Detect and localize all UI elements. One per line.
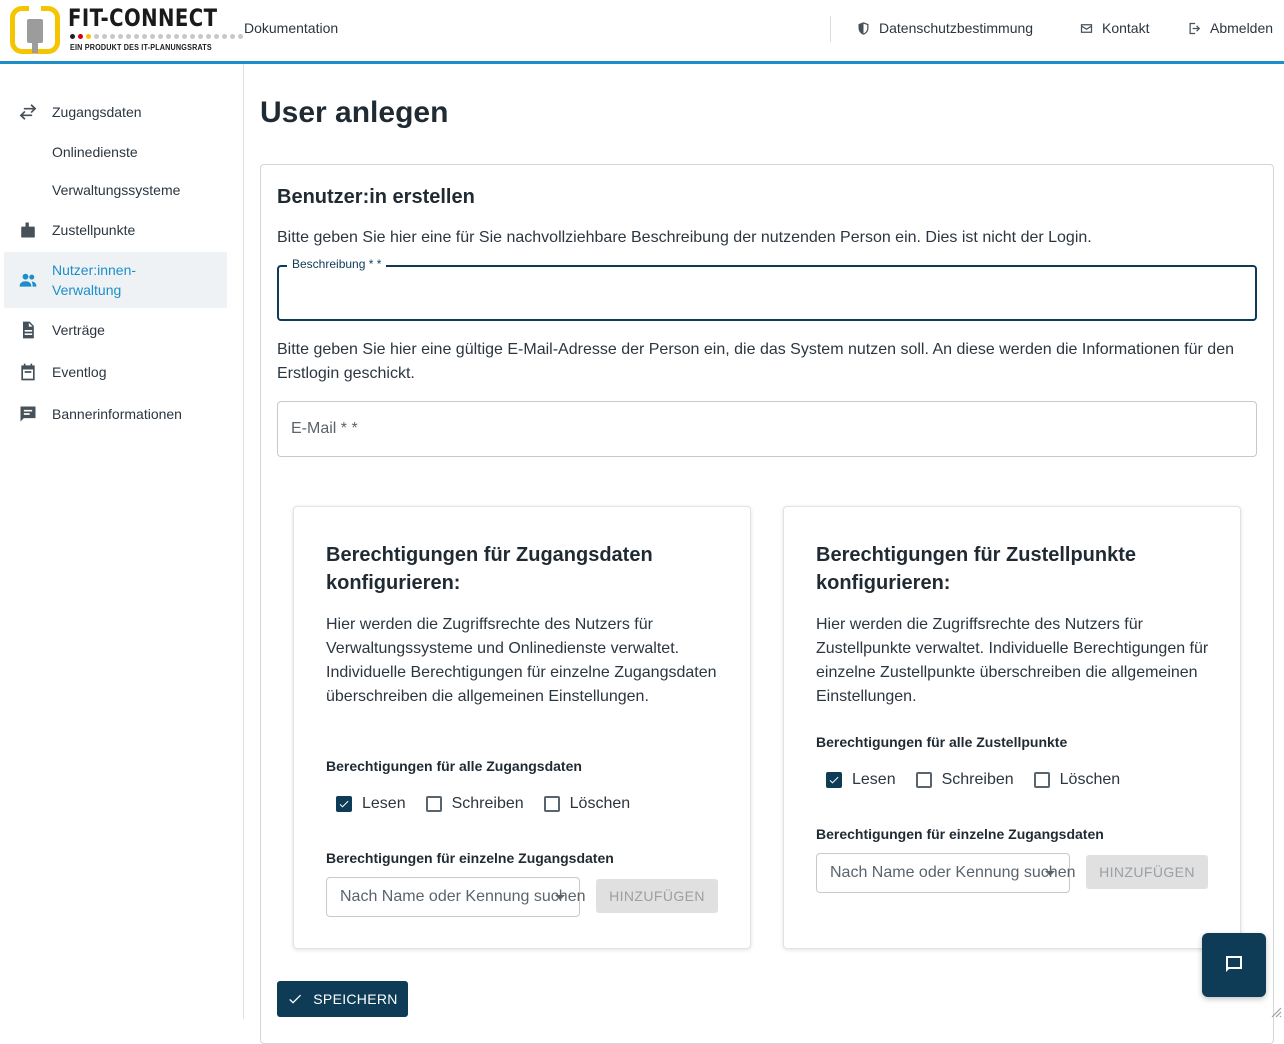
plug-logo-icon [10,6,60,54]
sidebar-item-onlinedienste[interactable] [4,140,227,164]
sidebar-item-label: Zustellpunkte [52,222,136,238]
checkbox-box[interactable] [336,796,352,812]
add-button[interactable]: HINZUFÜGEN [1086,855,1208,889]
contact-link[interactable] [1079,20,1149,36]
logo-dots [70,34,243,39]
save-button-label: SPEICHERN [313,991,398,1007]
sidebar-item-bannerinformationen[interactable] [4,402,227,426]
fit-connect-logo[interactable] [10,4,218,56]
permissions-single-label: Berechtigungen für einzelne Zugangsdaten [816,826,1104,842]
search-select[interactable] [326,877,586,917]
sidebar-item-label: Onlinedienste [52,144,138,160]
checkbox-box[interactable] [826,772,842,788]
permissions-all-label: Berechtigungen für alle Zustellpunkte [816,734,1068,750]
add-button[interactable]: HINZUFÜGEN [596,879,718,913]
permissions-zustellpunkte-text: Hier werden die Zugriffsrechte des Nutzers für Zustellpunkte verwaltet. Individuelle Berechtigungen für einzelne Zustellpunkte überschreiben die allgemeinen Einstellungen. [816,616,1209,705]
check-icon [828,774,840,786]
checkbox-label: Schreiben [451,795,524,812]
create-user-card [260,164,1274,1044]
checkbox-schreiben[interactable] [916,771,1014,789]
people-icon [4,270,52,290]
permissions-all-checks [826,771,1140,789]
document-icon [4,320,52,340]
permissions-zugangsdaten-text: Hier werden die Zugriffsrechte des Nutzers für Verwaltungssysteme und Onlinedienste verwaltet. Individuelle Berechtigungen für einzelne Zugangsdaten überschreiben die allgemeinen Einstellungen. [326,616,717,705]
email-field [277,401,1257,457]
checkbox-schreiben[interactable] [426,795,524,813]
permissions-all-label: Berechtigungen für alle Zugangsdaten [326,758,582,774]
sidebar-item-vertraege[interactable] [4,318,227,342]
check-icon [338,798,350,810]
header-divider [830,16,831,42]
card-title: Benutzer:in erstellen [277,186,475,208]
swap-arrows-icon [4,102,52,122]
permissions-single-label: Berechtigungen für einzelne Zugangsdaten [326,850,614,866]
permissions-zugangsdaten-panel [293,506,751,949]
checkbox-box[interactable] [916,772,932,788]
message-icon [4,404,52,424]
checkbox-box[interactable] [426,796,442,812]
checkbox-lesen[interactable] [826,771,896,789]
description-input[interactable] [291,281,1231,307]
permissions-zustellpunkte-panel [783,506,1241,949]
page-title: User anlegen [260,96,449,129]
logout-link-label: Abmelden [1210,20,1274,36]
checkbox-label: Löschen [569,795,631,812]
sidebar-item-label: Verwaltungssysteme [52,182,181,198]
checkbox-lesen[interactable] [336,795,406,813]
permissions-zugangsdaten-title: Berechtigungen für Zugangsdaten konfigurieren: [326,544,653,594]
email-intro: Bitte geben Sie hier eine gültige E-Mail-Adresse der Person ein, die das System nutzen soll. An diese werden die Informationen für den Erstlogin geschickt. [277,341,1234,382]
search-select-placeholder: Nach Name oder Kennung suchen [830,864,1076,881]
sidebar-item-verwaltungssysteme[interactable] [4,178,227,202]
check-icon [287,991,303,1007]
resize-handle-icon[interactable] [1268,1004,1282,1018]
email-input[interactable] [291,416,1231,442]
sidebar-item-label: Nutzer:innen-Verwaltung [52,262,137,298]
sidebar-item-label: Eventlog [52,364,107,380]
sidebar-item-nutzerverwaltung[interactable] [4,252,227,308]
sidebar-item-label: Verträge [52,322,105,338]
sidebar-item-label: Bannerinformationen [52,406,182,422]
checkbox-label: Lesen [362,795,406,812]
search-select-placeholder: Nach Name oder Kennung suchen [340,888,586,905]
logout-icon [1187,21,1202,36]
checkbox-label: Lesen [852,771,896,788]
checkbox-loeschen[interactable] [544,795,631,813]
sidebar [0,64,244,1019]
sidebar-item-zustellpunkte[interactable] [4,218,227,242]
chat-button[interactable] [1202,933,1266,997]
sidebar-item-eventlog[interactable] [4,360,227,384]
logout-link[interactable] [1187,20,1273,36]
calendar-icon [4,362,52,382]
permissions-zustellpunkte-title: Berechtigungen für Zustellpunkte konfigurieren: [816,544,1137,594]
save-button[interactable] [277,981,408,1017]
description-field [277,257,1257,321]
logo-wordmark: FIT-CONNECT [68,4,218,32]
description-field-label: Beschreibung * * [287,257,386,271]
permissions-all-checks [336,795,650,813]
mailbox-icon [4,220,52,240]
chevron-down-icon [1045,871,1055,876]
description-intro: Bitte geben Sie hier eine für Sie nachvollziehbare Beschreibung der nutzenden Person ein. Dies ist nicht der Login. [277,229,1092,246]
chevron-down-icon [555,895,565,900]
logo-subtitle: EIN PRODUKT DES IT-PLANUNGSRATS [70,43,212,52]
shield-icon [856,21,871,36]
search-select[interactable] [816,853,1076,893]
checkbox-label: Schreiben [941,771,1014,788]
chat-icon [1222,953,1246,977]
nav-documentation-link[interactable]: Dokumentation [244,20,339,36]
mail-icon [1079,21,1094,36]
checkbox-loeschen[interactable] [1034,771,1121,789]
privacy-link[interactable] [856,20,1033,36]
checkbox-box[interactable] [544,796,560,812]
checkbox-label: Löschen [1059,771,1121,788]
contact-link-label: Kontakt [1102,20,1150,36]
app-header [0,0,1284,64]
sidebar-item-label: Zugangsdaten [52,104,142,120]
privacy-link-label: Datenschutzbestimmung [879,20,1034,36]
sidebar-item-zugangsdaten[interactable] [4,100,227,124]
checkbox-box[interactable] [1034,772,1050,788]
